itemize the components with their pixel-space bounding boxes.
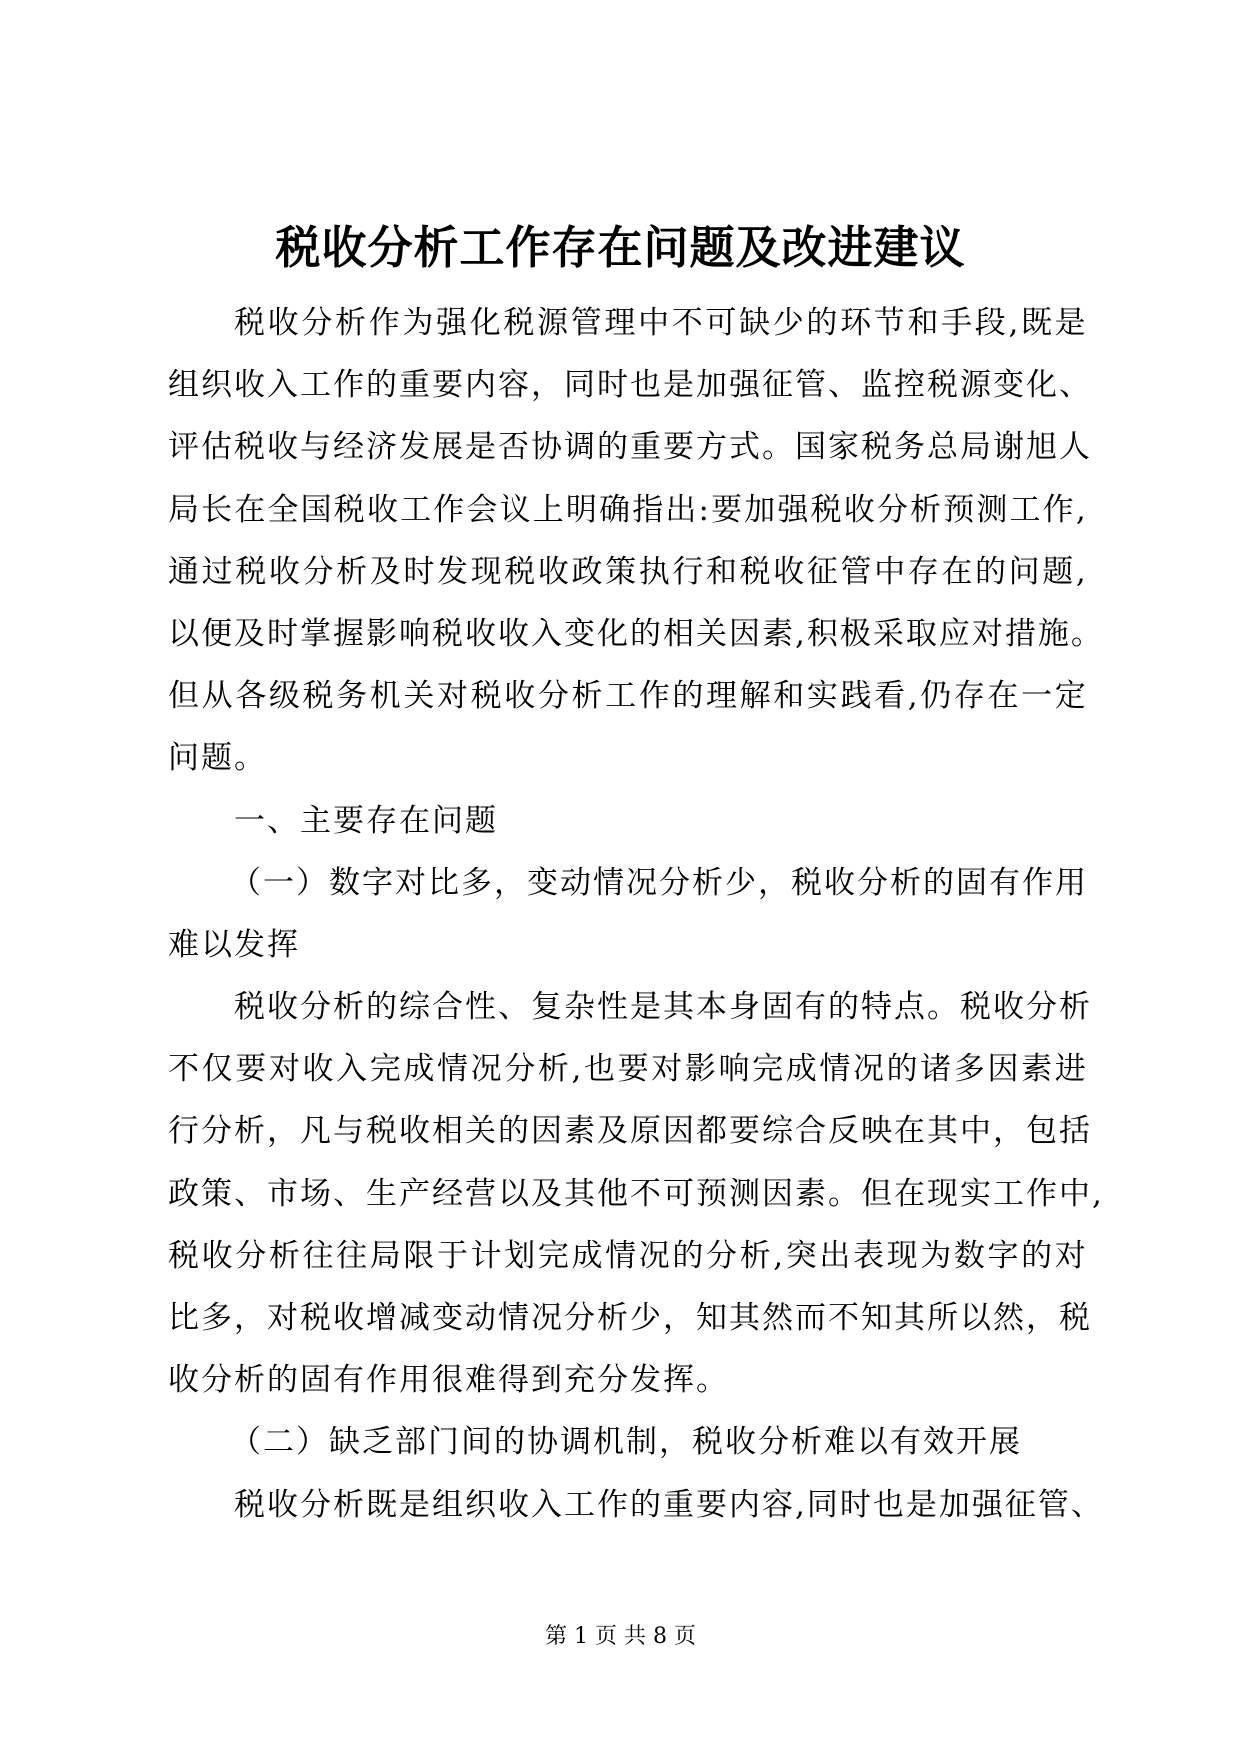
text-line: 通 过 税 收 分 析 及 时 发 现 税 收 政 策 执 行 和 税 收 征 管 中 存 在 的 问 题 , (168, 553, 1088, 590)
text-line: 问题。 (168, 740, 267, 777)
document-title: 税收分析工作存在问题及改进建议 (275, 221, 966, 274)
text-line: 难以发挥 (168, 926, 300, 963)
text-line: 组 织 收 入 工 作 的 重 要 内 容 ， 同 时 也 是 加 强 征 管 、 监 控 税 源 变 化 、 (168, 367, 1092, 404)
page-footer: 第 1 页 共 8 页 (545, 1624, 696, 1649)
text-line: 税 收 分 析 作 为 强 化 税 源 管 理 中 不 可 缺 少 的 环 节 和 手 段 , 既 是 (234, 305, 1088, 341)
text-line: 收分析的固有作用很难得到充分发挥。 (168, 1362, 729, 1399)
text-line: 税 收 分 析 既 是 组 织 收 入 工 作 的 重 要 内 容 , 同 时 也 是 加 强 征 管 、 (234, 1486, 1104, 1523)
text-line: 以 便 及 时 掌 握 影 响 税 收 收 入 变 化 的 相 关 因 素 , 积 极 采 取 应 对 措 施 。 (168, 615, 1104, 652)
text-line: （二）缺乏部门间的协调机制，税收分析难以有效开展 (230, 1424, 1022, 1461)
text-line: 政 策 、 市 场 、 生 产 经 营 以 及 其 他 不 可 预 测 因 素 。 但 在 现 实 工 作 中 , (168, 1175, 1104, 1212)
text-line: 评 估 税 收 与 经 济 发 展 是 否 协 调 的 重 要 方 式 。 国 家 税 务 总 局 谢 旭 人 (168, 429, 1092, 466)
text-line: 不 仅 要 对 收 入 完 成 情 况 分 析 , 也 要 对 影 响 完 成 情 况 的 诸 多 因 素 进 (168, 1051, 1088, 1088)
text-line: 比 多 ， 对 税 收 增 减 变 动 情 况 分 析 少 ， 知 其 然 而 不 知 其 所 以 然 ， 税 (168, 1300, 1092, 1336)
text-line: 但 从 各 级 税 务 机 关 对 税 收 分 析 工 作 的 理 解 和 实 践 看 , 仍 存 在 一 定 (168, 678, 1088, 715)
text-line: 行 分 析 ， 凡 与 税 收 相 关 的 因 素 及 原 因 都 要 综 合 反 映 在 其 中 ， 包 括 (168, 1113, 1092, 1150)
text-line: 税 收 分 析 往 往 局 限 于 计 划 完 成 情 况 的 分 析 , 突 出 表 现 为 数 字 的 对 (168, 1237, 1088, 1274)
text-line: （ 一 ） 数 字 对 比 多 ， 变 动 情 况 分 析 少 ， 税 收 分 析 的 固 有 作 用 (230, 864, 1088, 901)
text-line: 税 收 分 析 的 综 合 性 、 复 杂 性 是 其 本 身 固 有 的 特 点 。 税 收 分 析 (234, 989, 1092, 1026)
text-line: 局 长 在 全 国 税 收 工 作 会 议 上 明 确 指 出 : 要 加 强 税 收 分 析 预 测 工 作 , (168, 491, 1088, 528)
text-line: 一、主要存在问题 (234, 802, 498, 839)
document-body (168, 292, 1104, 1536)
